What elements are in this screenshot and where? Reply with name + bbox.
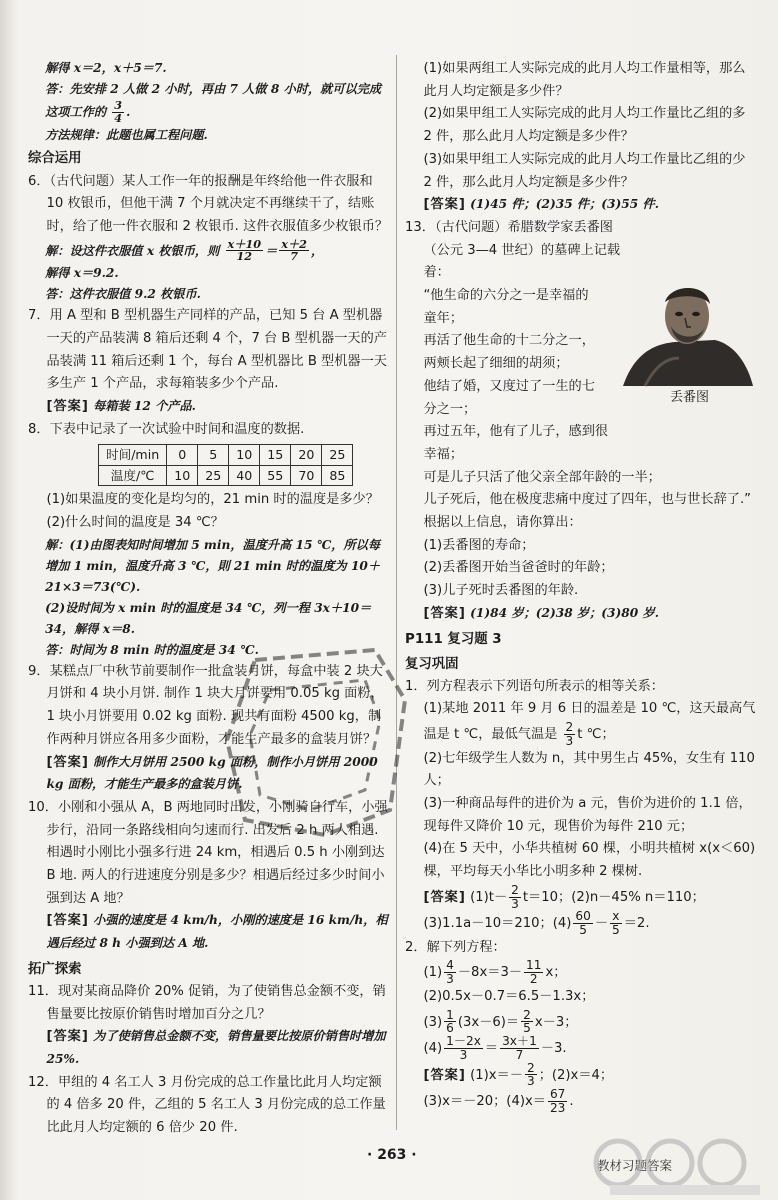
fraction: $\frac{11}{2}$ <box>526 958 542 987</box>
section-heading-comprehensive: 综合运用 <box>28 151 82 167</box>
fraction: $\frac{3x+1}{7}$ <box>502 1034 537 1062</box>
left-column <box>28 58 390 1140</box>
answer-line: 答：先安排 2 人做 2 小时，再由 7 人做 8 小时，就可以完成 <box>45 81 382 96</box>
section-heading-review-p111: P111 复习题 3 <box>405 631 502 647</box>
review-1-part-1: (1)某地 2011 年 9 月 6 日的温差是 10 ℃，这天最高气温是 t ℃，最低气温是 $\frac{2}{3}$ t ℃； <box>423 701 756 748</box>
method-note: 方法规律：此题也属工程问题. <box>45 127 208 142</box>
diophantus-portrait-image <box>615 282 755 387</box>
review-2-part-2: (2)0.5x－0.7＝6.5－1.3x； <box>423 988 595 1004</box>
review-1-answer-b: (3)1.1a－10＝210；(4) $\frac{60}{5}$ － $\frac{x}{5}$ ＝2. <box>423 909 650 937</box>
review-2-part-1: (1) $\frac{4}{3}$ －8x＝3－ $\frac{11}{2}$ x； <box>423 958 567 987</box>
q6-solution-result: 解得 x＝9.2. <box>45 266 119 281</box>
ink-stamp-image <box>215 640 415 840</box>
review-question-2: 2．解下列方程： <box>405 939 506 955</box>
question-9: 9．某糕点厂中秋节前要制作一批盒装月饼，每盒中装 2 块大月饼和 4 块小月饼. 制作 1 块大月饼要用 0.05 kg 面粉，1 块小月饼要用 0.02 kg 面粉. 现共有面粉 4500 kg，制作两种月饼应各用多少面粉，才能生产最多的盒装月饼？ <box>28 663 384 747</box>
question-10: 10．小刚和小强从 A，B 两地同时出发，小刚骑自行车，小强步行，沿同一条路线相向匀速而行. 出发后 2 h 两人相遇. 相遇时小刚比小强多行进 24 km，相遇后 0.5 h 小刚到达 B 地. 两人的行进速度分别是多少？相遇后经过多少时间小强到达 A 地？ <box>28 799 388 906</box>
review-2-part-3: (3) $\frac{1}{6}$ (3x－6)＝ $\frac{2}{5}$ x－3； <box>423 1007 578 1036</box>
q8-solution-2: (2)设时间为 x min 时的温度是 34 ℃，列一程 3x＋10＝34，解得 x＝8. <box>45 600 372 636</box>
question-12: 12．甲组的 4 名工人 3 月份完成的总工作量比此月人均定额的 4 倍多 20 件，乙组的 5 名工人 3 月份完成的总工作量比此月人均定额的 6 倍少 20 件. <box>28 1074 386 1136</box>
question-8: 8．下表中记录了一次试验中时间和温度的数据. <box>28 421 305 437</box>
review-1-part-3: (3)一种商品每件的进价为 a 元，售价为进价的 1.1 倍，现每件又降价 10 元，现售价为每件 210 元； <box>423 795 752 834</box>
review-1-answer-a: [答案] (1)t－ $\frac{2}{3}$ t＝10；(2)n－45% n＝110； <box>423 882 705 911</box>
q8-solution-1: 解：(1)由图表知时间增加 5 min，温度升高 15 ℃，所以每增加 1 min，温度升高 3 ℃，則 21 min 时的温度为 10＋21×3＝73(℃). <box>45 537 381 594</box>
question-7: 7．用 A 型和 B 型机器生产同样的产品，已知 5 台 A 型机器一天的产品装满 8 箱后还剩 4 个，7 台 B 型机器一天的产品装满 11 箱后还剩 1 个，每台 A 型机器比 B 型机器一天多生产 1 个产品，求每箱装多少个产品. <box>28 308 387 392</box>
review-question-1: 1．列方程表示下列语句所表示的相等关系： <box>405 678 664 694</box>
fraction: $\frac{67}{23}$ <box>549 1086 566 1115</box>
q13-answer: [答案] (1)84 岁；(2)38 岁；(3)80 岁. <box>423 605 659 621</box>
q13-part-2: (2)丢番图开始当爸爸时的年龄； <box>423 560 614 576</box>
question-13: 13．（古代问题）希腊数学家丢番图（公元 3—4 世纪）的墓碑上记载着： <box>405 219 621 281</box>
fraction: $\frac{2}{3}$ <box>511 882 519 911</box>
review-2-answer-b: (3)x＝－20；(4)x＝ $\frac{67}{23}$ . <box>423 1086 574 1115</box>
footer-book-title: 教材习题答案 <box>597 1158 673 1173</box>
review-1-part-4: (4)在 5 天中，小华共植树 60 棵，小明共植树 x(x＜60) 棵，平均每天小华比小明多种 2 棵树. <box>423 841 756 880</box>
fraction: $\frac{3}{4}$ <box>114 97 123 125</box>
q13-part-3: (3)儿子死时丢番图的年龄. <box>423 583 579 599</box>
question-6: 6．（古代问题）某人工作一年的报酬是年终给他一件衣服和 10 枚银币，但他干满 7 个月就决定不再继续干了，结账时，给了他一件衣服和 2 枚银币. 这件衣服值多少枚银币？ <box>28 173 389 234</box>
fraction: $\frac{60}{5}$ <box>575 909 591 937</box>
q11-answer: [答案] 为了使销售总金额不变，销售量要比按原价销售时增加 25%. <box>46 1029 386 1066</box>
fraction: $\frac{x+2}{7}$ <box>281 236 307 264</box>
q8-part-1: (1)如果温度的变化是均匀的，21 min 时的温度是多少？ <box>46 492 379 508</box>
epitaph-poem: “他生命的六分之一是幸福的 童年； 再活了他生命的十二分之一， 两颊长起了细细的胡须； 他结了婚，又度过了一生的七 分之一； 再过五年，他有了儿子，感到很 幸福； 可是儿子只活了他父亲全部年龄的一半； 儿子死后，他在极度悲痛中度过了四年，也与世长辞了.” <box>423 288 751 508</box>
section-heading-review: 复习巩固 <box>405 656 459 672</box>
page-number: · 263 · <box>367 1147 417 1163</box>
q10-answer: [答案] 小强的速度是 4 km/h，小刚的速度是 16 km/h，相遇后经过 8 h 小强到达 A 地. <box>46 913 388 951</box>
fraction: $\frac{x+10}{12}$ <box>227 236 262 264</box>
watermark-logo-image <box>590 1135 770 1197</box>
q12-part-1: (1)如果两组工人实际完成的此月人均工作量相等，那么此月人均定额是多少件？ <box>423 61 746 99</box>
fraction: $\frac{2}{5}$ <box>523 1007 531 1036</box>
solution-line: 解得 x＝2，x＋5＝7. <box>45 61 167 75</box>
q6-solution: 解：设这件衣服值 x 枚银币，则 $\frac{x+10}{12}$ ＝ $\frac{x+2}{7}$ ， <box>45 236 324 264</box>
fraction: $\frac{4}{3}$ <box>446 958 454 987</box>
review-2-part-4: (4) $\frac{1-2x}{3}$ ＝ $\frac{3x+1}{7}$ －3. <box>423 1034 567 1062</box>
q7-answer: [答案] 每箱装 12 个产品. <box>46 398 196 414</box>
fraction: $\frac{1}{6}$ <box>446 1007 454 1036</box>
fraction: $\frac{1-2x}{3}$ <box>446 1034 481 1062</box>
review-1-part-2: (2)七年级学生人数为 n，其中男生占 45%，女生有 110 人； <box>423 750 755 789</box>
table-row: 温度/℃ 10 25 40 55 70 85 <box>99 465 353 486</box>
right-column <box>405 58 757 1114</box>
table-row: 时间/min 0 5 10 15 20 25 <box>99 445 353 466</box>
column-divider <box>396 55 397 1130</box>
q12-answer: [答案] (1)45 件；(2)35 件；(3)55 件. <box>423 197 659 213</box>
fraction: $\frac{2}{3}$ <box>565 720 574 748</box>
q13-part-1: (1)丢番图的寿命； <box>423 537 535 553</box>
fraction: $\frac{x}{5}$ <box>612 909 620 937</box>
q9-answer: [答案] 制作大月饼用 2500 kg 面粉，制作小月饼用 2000 kg 面粉，才能生产最多的盒装月饼. <box>46 754 378 792</box>
portrait-caption: 丢番图 <box>670 390 710 405</box>
q12-part-3: (3)如果甲组工人实际完成的此月人均工作量比乙组的少 2 件，那么此月人均定额是多少件？ <box>423 151 746 190</box>
section-heading-extension: 拓广探索 <box>28 961 82 977</box>
fraction: $\frac{2}{3}$ <box>526 1060 535 1089</box>
q6-answer: 答：这件衣服值 9.2 枚银币. <box>45 287 201 302</box>
q8-part-2: (2)什么时间的温度是 34 ℃？ <box>46 515 224 531</box>
answer-line-fraction: 这项工作的 $\frac{3}{4}$ . <box>45 97 131 125</box>
time-temperature-table <box>98 444 353 486</box>
review-2-answer-a: [答案] (1)x＝－ $\frac{2}{3}$ ；(2)x＝4； <box>423 1060 614 1089</box>
q8-answer: 答：时间为 8 min 时的温度是 34 ℃. <box>45 642 259 657</box>
question-11: 11．现对某商品降价 20% 促销，为了使销售总金额不变，销售量要比按原价销售时增加百分之几？ <box>28 983 386 1022</box>
q13-prompt: 根据以上信息，请你算出： <box>423 515 582 531</box>
q12-part-2: (2)如果甲组工人实际完成的此月人均工作量比乙组的多 2 件，那么此月人均定额是多少件？ <box>423 106 746 145</box>
